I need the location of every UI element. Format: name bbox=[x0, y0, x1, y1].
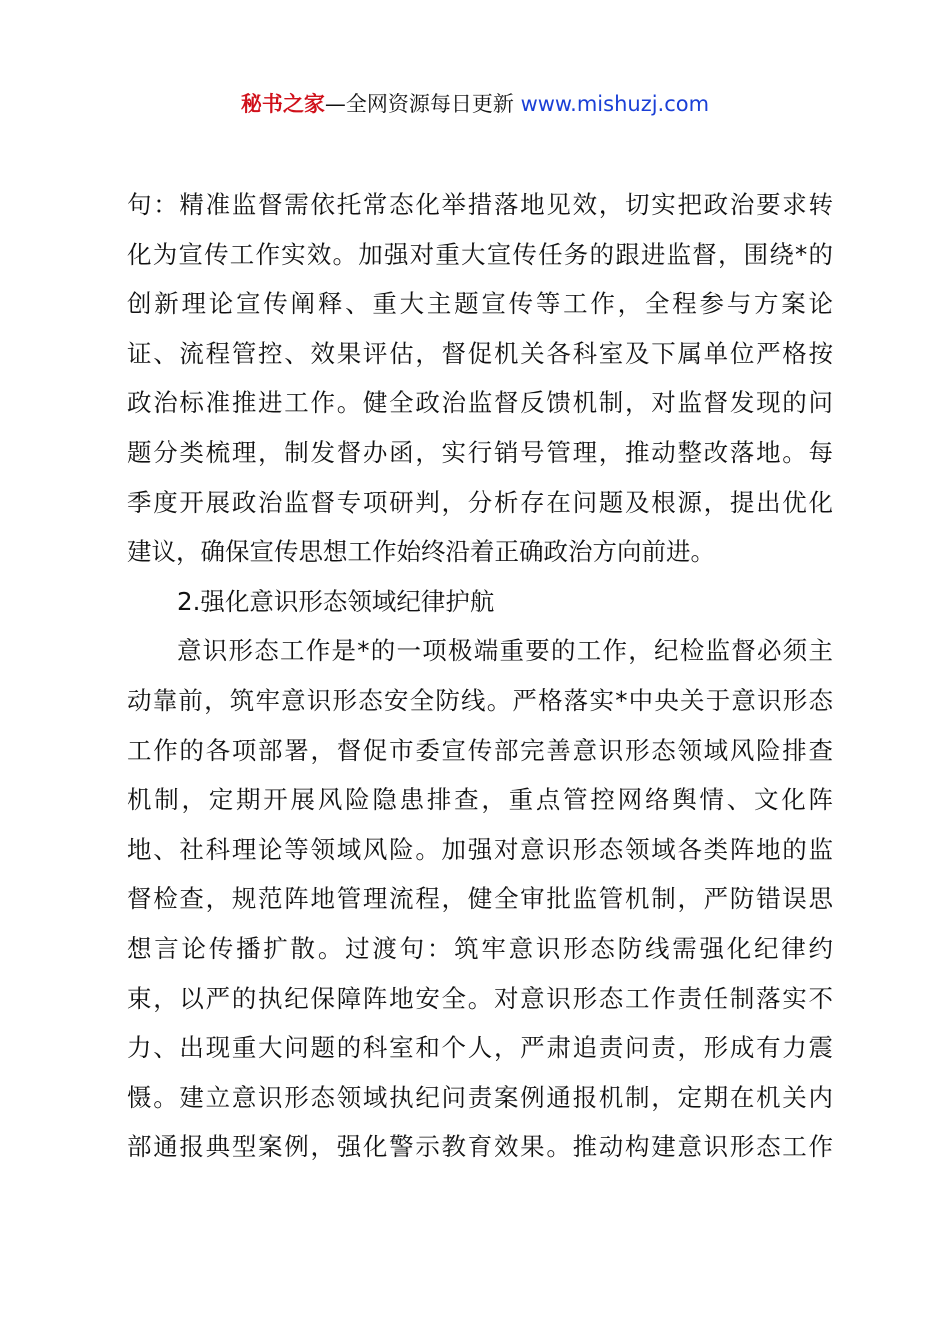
site-url-link[interactable]: www.mishuzj.com bbox=[520, 92, 710, 116]
body-line: 动靠前，筑牢意识形态安全防线。严格落实*中央关于意识形态 bbox=[127, 685, 833, 715]
body-line: 工作的各项部署，督促市委宣传部完善意识形态领域风险排查 bbox=[127, 735, 833, 765]
body-line: 化为宣传工作实效。加强对重大宣传任务的跟进监督，围绕*的 bbox=[127, 239, 833, 269]
body-line: 束，以严的执纪保障阵地安全。对意识形态工作责任制落实不 bbox=[127, 983, 833, 1013]
body-line: 地、社科理论等领域风险。加强对意识形态领域各类阵地的监 bbox=[127, 834, 833, 864]
body-line: 证、流程管控、效果评估，督促机关各科室及下属单位严格按 bbox=[127, 338, 833, 368]
header-tagline: —全网资源每日更新 bbox=[324, 92, 521, 116]
document-body bbox=[127, 180, 833, 1172]
brand-name: 秘书之家 bbox=[240, 92, 325, 116]
body-line: 慑。建立意识形态领域执纪问责案例通报机制，定期在机关内 bbox=[127, 1082, 833, 1112]
body-line: 力、出现重大问题的科室和个人，严肃追责问责，形成有力震 bbox=[127, 1033, 833, 1063]
body-line: 部通报典型案例，强化警示教育效果。推动构建意识形态工作 bbox=[127, 1132, 833, 1162]
body-line-paragraph-end: 建议，确保宣传思想工作始终沿着正确政治方向前进。 bbox=[127, 537, 715, 567]
body-line: 督检查，规范阵地管理流程，健全审批监管机制，严防错误思 bbox=[127, 884, 833, 914]
section-heading: 2.强化意识形态领域纪律护航 bbox=[177, 586, 495, 616]
body-line: 政治标准推进工作。健全政治监督反馈机制，对监督发现的问 bbox=[127, 388, 833, 418]
body-line: 题分类梳理，制发督办函，实行销号管理，推动整改落地。每 bbox=[127, 437, 833, 467]
body-line: 机制，定期开展风险隐患排查，重点管控网络舆情、文化阵 bbox=[127, 785, 833, 815]
body-line: 创新理论宣传阐释、重大主题宣传等工作，全程参与方案论 bbox=[127, 289, 833, 319]
body-line: 季度开展政治监督专项研判，分析存在问题及根源，提出优化 bbox=[127, 487, 833, 517]
body-line: 想言论传播扩散。过渡句：筑牢意识形态防线需强化纪律约 bbox=[127, 933, 833, 963]
site-header bbox=[0, 88, 950, 120]
body-line: 句：精准监督需依托常态化举措落地见效，切实把政治要求转 bbox=[127, 190, 833, 219]
body-line-paragraph-start: 意识形态工作是*的一项极端重要的工作，纪检监督必须主 bbox=[177, 636, 833, 666]
